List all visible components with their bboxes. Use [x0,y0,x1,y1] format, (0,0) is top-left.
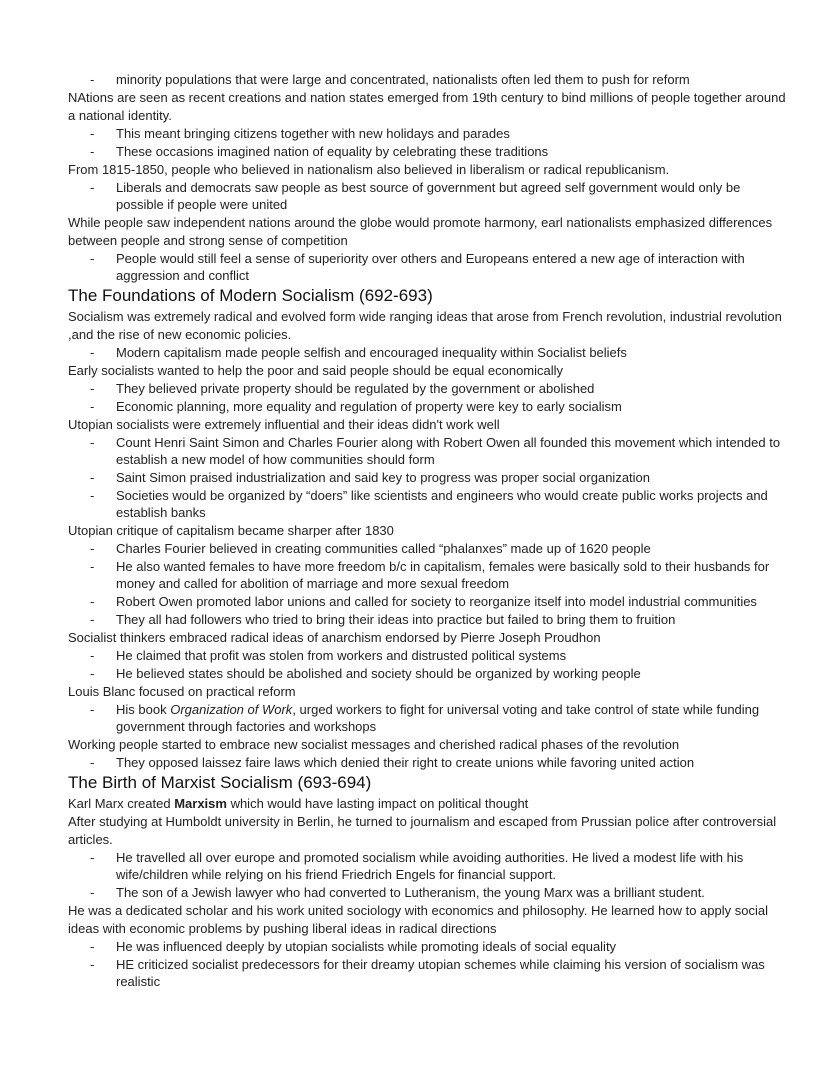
bullet-item [68,487,788,521]
text-run: They all had followers who tried to bring their ideas into practice but failed to bring them to fruition [116,612,676,627]
bullet-item [68,849,788,883]
bullet-dash: - [90,251,95,266]
bullet-item [68,434,788,468]
bullet-dash: - [90,126,95,141]
bullet-item [68,647,788,664]
text-run: which would have lasting impact on political thought [226,796,529,811]
text-run: He claimed that profit was stolen from workers and distrusted political systems [116,648,567,663]
text-run: The Foundations of Modern Socialism (692-693) [68,286,433,305]
bullet-item [68,540,788,557]
text-run: The Birth of Marxist Socialism (693-694) [68,773,372,792]
bullet-dash: - [90,559,95,574]
bullet-dash: - [90,594,95,609]
text-run: He believed states should be abolished and society should be organized by working people [116,666,641,681]
text-run: Socialist thinkers embraced radical ideas of anarchism endorsed by Pierre Joseph Proudhon [68,630,601,645]
bullet-item [68,179,788,213]
text-run: , urged workers to fight for universal voting and take control of state while funding government through factories and workshops [116,702,760,734]
section-heading [68,772,788,794]
italic-text: Organization of Work [170,702,293,717]
paragraph [68,795,788,813]
paragraph [68,308,788,344]
paragraph [68,161,788,179]
text-run: He was a dedicated scholar and his work united sociology with economics and philosophy. He learned how to apply social ideas with economic problems by pushing liberal ideas in radical directions [68,903,768,936]
bullet-item [68,938,788,955]
bullet-dash: - [90,755,95,770]
bullet-item [68,956,788,990]
bullet-dash: - [90,957,95,972]
bullet-item [68,380,788,397]
text-run: Societies would be organized by “doers” like scientists and engineers who would create public works projects and establish banks [116,488,768,520]
bullet-dash: - [90,144,95,159]
text-run: Charles Fourier believed in creating communities called “phalanxes” made up of 1620 people [116,541,651,556]
bullet-dash: - [90,850,95,865]
text-run: Early socialists wanted to help the poor and said people should be equal economically [68,363,564,378]
bullet-dash: - [90,399,95,414]
bullet-dash: - [90,488,95,503]
paragraph [68,522,788,540]
text-run: These occasions imagined nation of equality by celebrating these traditions [116,144,549,159]
text-run: He also wanted females to have more freedom b/c in capitalism, females were basically sold to their husbands for money and called for abolition of marriage and more sexual freedom [116,559,770,591]
text-run: This meant bringing citizens together with new holidays and parades [116,126,510,141]
paragraph [68,89,788,125]
text-run: People would still feel a sense of superiority over others and Europeans entered a new age of interaction with aggression and conflict [116,251,745,283]
text-run: They opposed laissez faire laws which denied their right to create unions while favoring united action [116,755,695,770]
document-content [68,71,788,990]
bullet-dash: - [90,939,95,954]
paragraph [68,813,788,849]
bullet-dash: - [90,648,95,663]
bullet-dash: - [90,612,95,627]
text-run: minority populations that were large and concentrated, nationalists often led them to push for reform [116,72,690,87]
paragraph [68,416,788,434]
text-run: Saint Simon praised industrialization and said key to progress was proper social organization [116,470,651,485]
bullet-item [68,611,788,628]
bullet-item [68,593,788,610]
text-run: After studying at Humboldt university in Berlin, he turned to journalism and escaped from Prussian police after controversial articles. [68,814,777,847]
text-run: His book [116,702,171,717]
bullet-item [68,884,788,901]
bullet-dash: - [90,180,95,195]
text-run: Karl Marx created [68,796,175,811]
text-run: Utopian critique of capitalism became sharper after 1830 [68,523,394,538]
bullet-dash: - [90,666,95,681]
bullet-dash: - [90,470,95,485]
text-run: Modern capitalism made people selfish and encouraged inequality within Socialist beliefs [116,345,627,360]
bullet-item [68,558,788,592]
text-run: While people saw independent nations around the globe would promote harmony, earl nationalists emphasized differences between people and strong sense of competition [68,215,773,248]
bullet-item [68,754,788,771]
text-run: Robert Owen promoted labor unions and called for society to reorganize itself into model industrial communities [116,594,757,609]
text-run: They believed private property should be regulated by the government or abolished [116,381,595,396]
bullet-item [68,701,788,735]
paragraph [68,902,788,938]
bullet-dash: - [90,435,95,450]
text-run: He travelled all over europe and promoted socialism while avoiding authorities. He lived a modest life with his wife/children while relying on his friend Friedrich Engels for financial support. [116,850,744,882]
bold-text: Marxism [174,796,227,811]
bullet-dash: - [90,541,95,556]
text-run: From 1815-1850, people who believed in nationalism also believed in liberalism or radical republicanism. [68,162,670,177]
bullet-dash: - [90,702,95,717]
paragraph [68,736,788,754]
bullet-item [68,125,788,142]
text-run: Working people started to embrace new socialist messages and cherished radical phases of the revolution [68,737,680,752]
text-run: The son of a Jewish lawyer who had converted to Lutheranism, the young Marx was a brilliant student. [116,885,705,900]
bullet-dash: - [90,381,95,396]
bullet-item [68,469,788,486]
bullet-item [68,143,788,160]
text-run: He was influenced deeply by utopian socialists while promoting ideals of social equality [116,939,617,954]
section-heading [68,285,788,307]
paragraph [68,629,788,647]
bullet-item [68,250,788,284]
text-run: HE criticized socialist predecessors for their dreamy utopian schemes while claiming his version of socialism was realistic [116,957,765,989]
bullet-dash: - [90,345,95,360]
text-run: Utopian socialists were extremely influential and their ideas didn't work well [68,417,500,432]
text-run: NAtions are seen as recent creations and nation states emerged from 19th century to bind millions of people together around a national identity. [68,90,786,123]
paragraph [68,214,788,250]
bullet-dash: - [90,72,95,87]
bullet-item [68,71,788,88]
text-run: Count Henri Saint Simon and Charles Fourier along with Robert Owen all founded this movement which intended to establish a new model of how communities should form [116,435,781,467]
bullet-item [68,398,788,415]
text-run: Liberals and democrats saw people as best source of government but agreed self government would only be possible if people were united [116,180,741,212]
text-run: Economic planning, more equality and regulation of property were key to early socialism [116,399,622,414]
paragraph [68,683,788,701]
bullet-item [68,344,788,361]
bullet-dash: - [90,885,95,900]
text-run: Louis Blanc focused on practical reform [68,684,296,699]
paragraph [68,362,788,380]
bullet-item [68,665,788,682]
text-run: Socialism was extremely radical and evolved form wide ranging ideas that arose from French revolution, industrial revolution ,and the rise of new economic policies. [68,309,782,342]
